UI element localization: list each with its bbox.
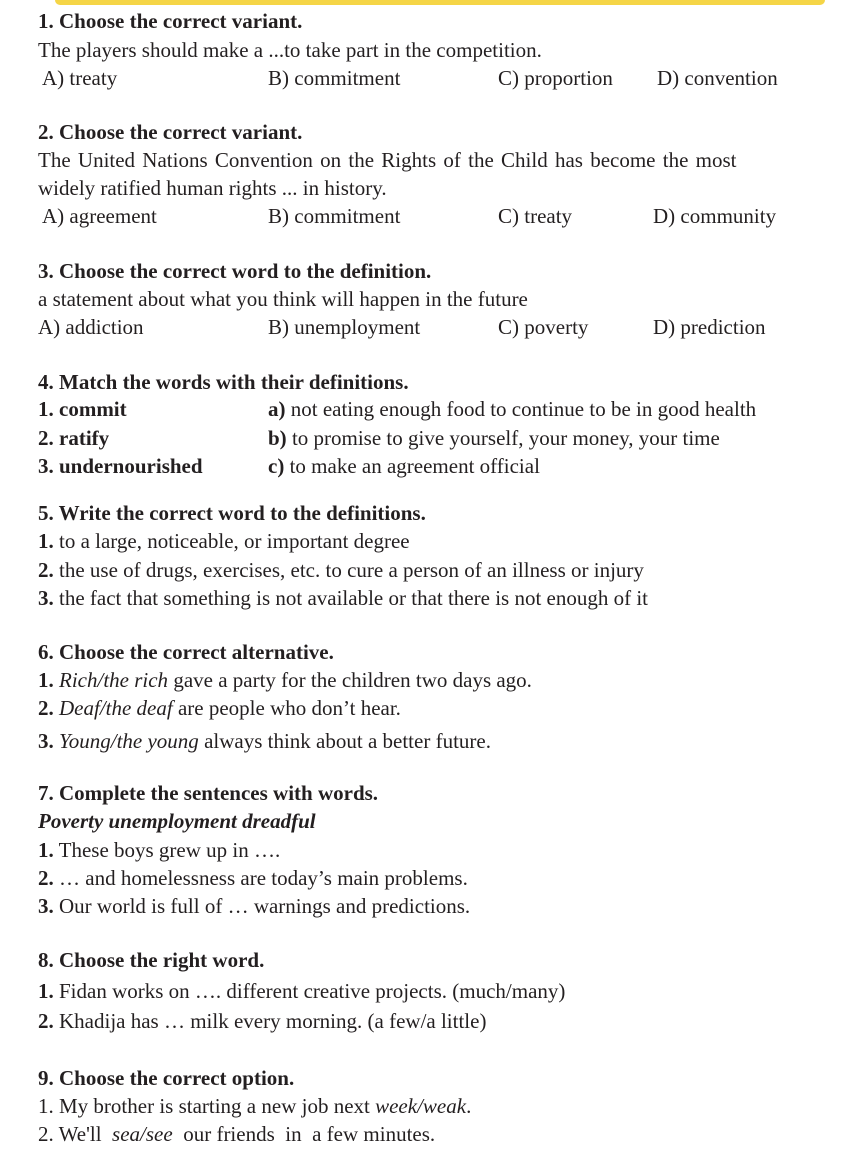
q8-text-2: Khadija has … milk every morning. (a few/a little) — [53, 1009, 487, 1033]
q9-text-2a: 2. We'll — [38, 1122, 113, 1146]
q9-item-2 — [38, 1121, 435, 1147]
q6-heading: 6. Choose the correct alternative. — [38, 640, 334, 664]
q9-choice-2: sea/see — [112, 1122, 173, 1146]
q7-item-2 — [38, 865, 468, 891]
q2-sentence-line2: widely ratified human rights ... in history. — [38, 176, 387, 200]
q4-def-b-text: to promise to give yourself, your money, your time — [291, 426, 720, 450]
q3-option-b: B) unemployment — [268, 315, 421, 339]
q5-text-2: the use of drugs, exercises, etc. to cure a person of an illness or injury — [59, 558, 644, 582]
q4-definition-c — [268, 453, 540, 479]
q6-rest-2: are people who don’t hear. — [172, 696, 401, 720]
q6-item-1 — [38, 667, 532, 693]
q4-word-2: 2. ratify — [38, 426, 110, 450]
q2-option-b: B) commitment — [268, 204, 401, 228]
q8-text-1: Fidan works on …. different creative projects. (much/many) — [53, 979, 566, 1003]
q6-choice-3: Young/the young — [59, 729, 199, 753]
q7-item-1 — [38, 837, 280, 863]
q7-word-bank: Poverty unemployment dreadful — [38, 809, 316, 833]
q9-choice-1: week/weak — [375, 1094, 467, 1118]
q7-num-3: 3. — [38, 894, 54, 918]
q7-text-2: … and homelessness are today’s main problems. — [53, 866, 468, 890]
q9-text-2b: our friends in a few minutes. — [172, 1122, 436, 1146]
q6-num-1: 1. — [38, 668, 54, 692]
q5-text-1: to a large, noticeable, or important degree — [59, 529, 410, 553]
q6-rest-3: always think about a better future. — [198, 729, 491, 753]
q1-heading: 1. Choose the correct variant. — [38, 9, 303, 33]
q6-choice-1: Rich/the rich — [59, 668, 169, 692]
q9-text-1a: 1. My brother is starting a new job next — [38, 1094, 376, 1118]
q1-option-b: B) commitment — [268, 66, 401, 90]
q4-letter-c: c) — [268, 454, 285, 478]
q5-item-3 — [38, 585, 648, 611]
q1-option-c: C) proportion — [498, 66, 613, 90]
q5-num-1: 1. — [38, 529, 54, 553]
q1-option-a: A) treaty — [42, 66, 118, 90]
q9-heading: 9. Choose the correct option. — [38, 1066, 295, 1090]
q4-heading: 4. Match the words with their definitions. — [38, 370, 409, 394]
q4-letter-b: b) — [268, 426, 287, 450]
q2-heading: 2. Choose the correct variant. — [38, 120, 303, 144]
q3-option-c: C) poverty — [498, 315, 589, 339]
q3-option-d: D) prediction — [653, 315, 766, 339]
q7-text-3: Our world is full of … warnings and predictions. — [53, 894, 471, 918]
header-accent-bar — [55, 0, 825, 5]
q4-def-a-text: not eating enough food to continue to be in good health — [290, 397, 757, 421]
q3-definition: a statement about what you think will happen in the future — [38, 287, 528, 311]
q2-sentence-line1: The United Nations Convention on the Rights of the Child has become the most — [38, 148, 737, 172]
q5-text-3: the fact that something is not available or that there is not enough of it — [59, 586, 649, 610]
q9-text-1b: . — [466, 1094, 472, 1118]
q7-item-3 — [38, 893, 470, 919]
q7-heading: 7. Complete the sentences with words. — [38, 781, 379, 805]
q4-letter-a: a) — [268, 397, 286, 421]
q3-option-a: A) addiction — [38, 315, 144, 339]
q8-item-1 — [38, 978, 565, 1004]
q6-num-3: 3. — [38, 729, 54, 753]
q2-option-d: D) community — [653, 204, 777, 228]
q5-item-1 — [38, 528, 410, 554]
q6-item-3 — [38, 728, 491, 754]
q9-item-1 — [38, 1093, 471, 1119]
q8-item-2 — [38, 1008, 486, 1034]
q8-heading: 8. Choose the right word. — [38, 948, 265, 972]
q3-heading: 3. Choose the correct word to the definition. — [38, 259, 432, 283]
q4-definition-a — [268, 396, 756, 422]
q6-choice-2: Deaf/the deaf — [59, 696, 173, 720]
q6-rest-1: gave a party for the children two days ago. — [168, 668, 532, 692]
q7-text-1: These boys grew up in …. — [53, 838, 281, 862]
q5-item-2 — [38, 557, 644, 583]
q7-num-2: 2. — [38, 866, 54, 890]
q4-word-1: 1. commit — [38, 397, 127, 421]
q4-definition-b — [268, 425, 720, 451]
q2-option-a: A) agreement — [42, 204, 157, 228]
q1-option-d: D) convention — [657, 66, 778, 90]
q6-num-2: 2. — [38, 696, 54, 720]
q2-option-c: C) treaty — [498, 204, 573, 228]
q4-def-c-text: to make an agreement official — [289, 454, 540, 478]
q5-num-3: 3. — [38, 586, 54, 610]
q5-num-2: 2. — [38, 558, 54, 582]
q4-word-3: 3. undernourished — [38, 454, 203, 478]
q6-item-2 — [38, 695, 401, 721]
q1-sentence: The players should make a ...to take part in the competition. — [38, 38, 542, 62]
q8-num-2: 2. — [38, 1009, 54, 1033]
q5-heading: 5. Write the correct word to the definitions. — [38, 501, 426, 525]
q8-num-1: 1. — [38, 979, 54, 1003]
q7-num-1: 1. — [38, 838, 54, 862]
